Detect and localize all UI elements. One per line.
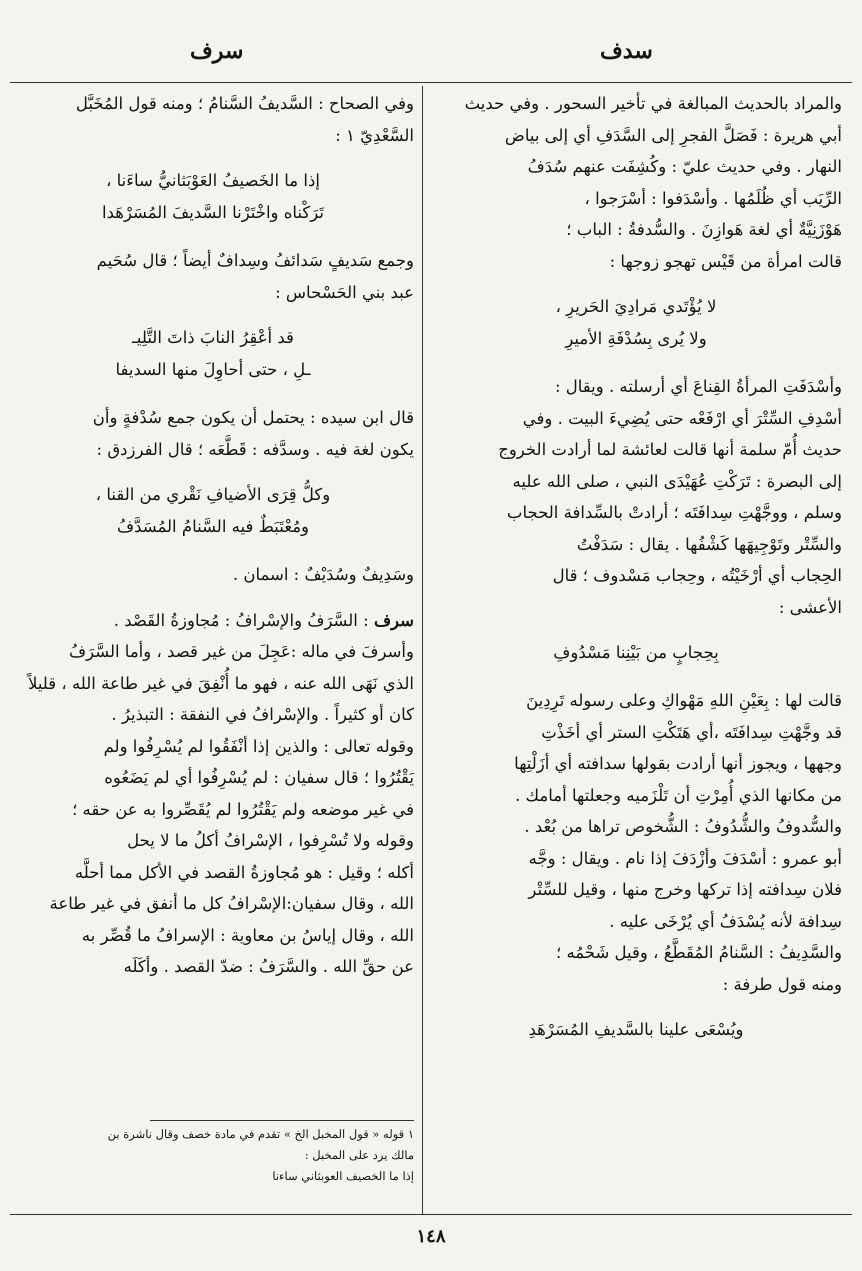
page-number: ١٤٨ bbox=[416, 1226, 446, 1247]
text-line: سِدافة لأنه يُسْدَفُ أي يُرْخَى عليه . bbox=[609, 911, 842, 931]
text-line: يَقْتُرُوا ؛ قال سفيان : لم يُسْرِفُوا أي لم يَضَعُوه bbox=[104, 768, 414, 787]
text-line: أسْدِفِ السِّتْرَ أي ارْفَعْه حتى يُضِيءَ البيت . وفي bbox=[522, 408, 842, 428]
text-line: الله ، وقال سفيان:الإسْرافُ كل ما أنفق في غير طاعة bbox=[49, 894, 414, 913]
text-line: وقوله تعالى : والذين إذا أنْفَقُوا لم يُسْرِفُوا ولم bbox=[103, 736, 414, 756]
text-line: وأسْدَفَتِ المرأةُ القِناعَ أي أرسلته . ويقال : bbox=[554, 377, 842, 396]
verse-line: ويُسْعَى علينا بالسَّديفِ المُسَرْهَدِ bbox=[528, 1020, 744, 1039]
header-right-word: سدف bbox=[600, 38, 653, 64]
text-line: وجمع سَديفٍ سَدائفُ وسِدافٌ أيضاً ؛ قال سُحَيم bbox=[96, 251, 414, 270]
verse-block bbox=[430, 1014, 842, 1046]
text-line: فلان سِدافته إذا تركها وخرج منها ، وقيل للسِّتْر bbox=[528, 880, 842, 899]
footnote-line: ١ قوله « قول المخبل الخ » تقدم في مادة خصف وقال ناشرة بن bbox=[107, 1127, 414, 1141]
text-line: قالت لها : بِعَيْنِ اللهِ مَهْواكِ وعلى رسوله تَرِدِينَ bbox=[526, 691, 842, 710]
verse-block bbox=[12, 322, 414, 386]
text-line: أبو عمرو : أسْدَفَ وأزْدَفَ إذا نام . ويقال : وجَّه bbox=[528, 848, 842, 868]
text-line: قال ابن سيده : يحتمل أن يكون جمع سُدْفةٍ وأن bbox=[92, 408, 414, 427]
verse-line: وكلُّ قِرَى الأضيافِ نَقْري من القنا ، bbox=[95, 485, 331, 504]
header-left-word: سرف bbox=[190, 38, 244, 64]
text-line: قد وجَّهْتِ سِدافَتَه ،أي هَتَكْتِ الستر أي أخَذْتِ bbox=[541, 722, 842, 742]
text-line: وأسرفَ في ماله :عَجِلَ من غير قصد ، وأما السَّرَفُ bbox=[69, 642, 414, 661]
text-line: كان أو كثيراً . والإسْرافُ في النفقة : التبذيرُ . bbox=[111, 705, 414, 724]
text-line: النهار . وفي حديث عليّ : وكُشِفَت عنهم سُدَفُ bbox=[527, 157, 842, 176]
text-line: الحِجاب أي أرْخَيْتُه ، وحِجاب مَسْدوف ؛ قال bbox=[552, 566, 842, 585]
text-line: الرِّيَب أي ظُلَمُها . وأسْدَفوا : أسْرَجوا ، bbox=[584, 188, 842, 208]
text-line: وجهها ، ويجوز أنها أرادت بقولها سدافته أي أزَلْتِها bbox=[514, 754, 842, 773]
text-line: عن حقِّ الله . والسَّرَفُ : ضدّ القصد . وأكَلَه bbox=[123, 957, 414, 976]
text-line: إلى البصرة : تَرَكْتِ عُهَيْدَى النبي ، صلى الله عليه bbox=[512, 471, 842, 491]
entry-line-text: : السَّرَفُ والإسْرافُ : مُجاوزةُ القَصْد . bbox=[113, 610, 369, 630]
text-line: قالت امرأة من قَيْس تهجو زوجها : bbox=[609, 251, 842, 271]
text-line: هَوْزَنِيَّةٌ أي لغة هَوازِنَ . والسُّدفةُ : الباب ؛ bbox=[566, 220, 842, 239]
left-column bbox=[12, 88, 414, 983]
column-divider bbox=[422, 86, 423, 1214]
text-line: أبي هريرة : فَصَلَّ الفجرِ إلى السَّدَفِ أي إلى بياض bbox=[504, 125, 842, 145]
text-line: يكون لغة فيه . وسدَّفه : قَطَّعَه ؛ قال الفرزدق : bbox=[96, 439, 414, 459]
text-line: الذي نَهَى الله عنه ، فهو ما أُنْفِقَ في غير طاعة الله ، قليلاً bbox=[27, 673, 414, 693]
verse-block bbox=[430, 291, 842, 355]
text-line: والسُّدوفُ والشُّدُوفُ : الشُّخوص تراها من بُعْد . bbox=[524, 817, 842, 836]
text-line: أكله ؛ وقيل : هو مُجاوزةُ القصد في الأكل مما أحلَّه bbox=[74, 862, 414, 882]
footnote-line: مالك يرد على المخبل : bbox=[304, 1148, 414, 1162]
entry-headword: سرف bbox=[373, 610, 414, 630]
verse-line: إذا ما الخَصيفُ العَوْبَثانيُّ ساءَنا ، bbox=[106, 171, 320, 190]
verse-line: ـلِ ، حتى أحاوِلَ منها السديفا bbox=[115, 360, 311, 379]
text-line: وفي الصحاح : السَّديفُ السَّنامُ ؛ ومنه قول المُخَبَّل bbox=[75, 94, 414, 113]
footnote-line: إذا ما الخصيف العوبثاني ساءنا bbox=[272, 1169, 414, 1183]
verse-line: بِحِجابٍ من بَيْنِنا مَسْدُوفِ bbox=[553, 643, 719, 662]
text-line: عبد بني الحَسْحاس : bbox=[275, 282, 414, 302]
text-line: والسِّتْر وتَوْجِيهَها كَشْفُها . يقال : سَدَفْتُ bbox=[576, 534, 842, 554]
text-line: وسَدِيفٌ وسُدَيْفٌ : اسمان . bbox=[232, 565, 414, 584]
text-line: وسلم ، ووجَّهْتِ سِدافَتَه ؛ أرادتْ بالسِّدافة الحجاب bbox=[506, 503, 842, 522]
text-line: الأعشى : bbox=[778, 597, 842, 617]
text-line: في غير موضعه ولم يَقْتُرُوا لم يُقَصِّروا به عن حقه ؛ bbox=[72, 799, 414, 819]
footnote bbox=[12, 1124, 414, 1187]
bottom-rule bbox=[10, 1214, 852, 1215]
text-line: والمراد بالحديث المبالغة في تأخير السحور . وفي حديث bbox=[464, 94, 842, 113]
text-line: وقوله ولا تُسْرِفوا ، الإسْرافُ أكلُ ما لا يحل bbox=[127, 831, 414, 850]
text-line: السَّعْدِيّ ١ : bbox=[335, 125, 414, 145]
text-line: حديث أُمّ سلمة أنها قالت لعائشة لما أرادت الخروج bbox=[498, 440, 842, 459]
text-line: ومنه قول طرفة : bbox=[722, 974, 842, 994]
text-line: من مكانها الذي أُمِرْتِ أن تَلْزَميه وجعلتها أمامك . bbox=[515, 785, 842, 805]
footnote-rule bbox=[150, 1120, 414, 1121]
entry-first-line bbox=[12, 605, 414, 637]
verse-block bbox=[12, 479, 414, 543]
verse-line: ولا يُرى بِسُدْفَةِ الأميرِ bbox=[565, 329, 707, 348]
verse-line: تَرَكْناه واخْتَرْنا السَّديفَ المُسَرْهَدا bbox=[102, 203, 324, 222]
verse-block bbox=[430, 637, 842, 669]
verse-line: ومُعْتَبَطٌ فيه السَّنامُ المُسَدَّفُ bbox=[116, 517, 310, 536]
text-line: الله ، وقال إياسُ بن معاوية : الإسرافُ ما قُصِّر به bbox=[81, 925, 414, 945]
header-rule bbox=[10, 82, 852, 83]
verse-block bbox=[12, 165, 414, 229]
text-line: والسَّدِيفُ : السَّنامُ المُقَطَّعُ ، وقيل شَحْمُه ؛ bbox=[555, 943, 842, 962]
verse-line: قد أعْقِرُ النابَ ذاتَ التَّلِيـ bbox=[132, 328, 294, 347]
right-column bbox=[430, 88, 842, 1062]
verse-line: لا يُؤْتَدي مَرادِيَ الحَريرِ ، bbox=[555, 297, 717, 316]
